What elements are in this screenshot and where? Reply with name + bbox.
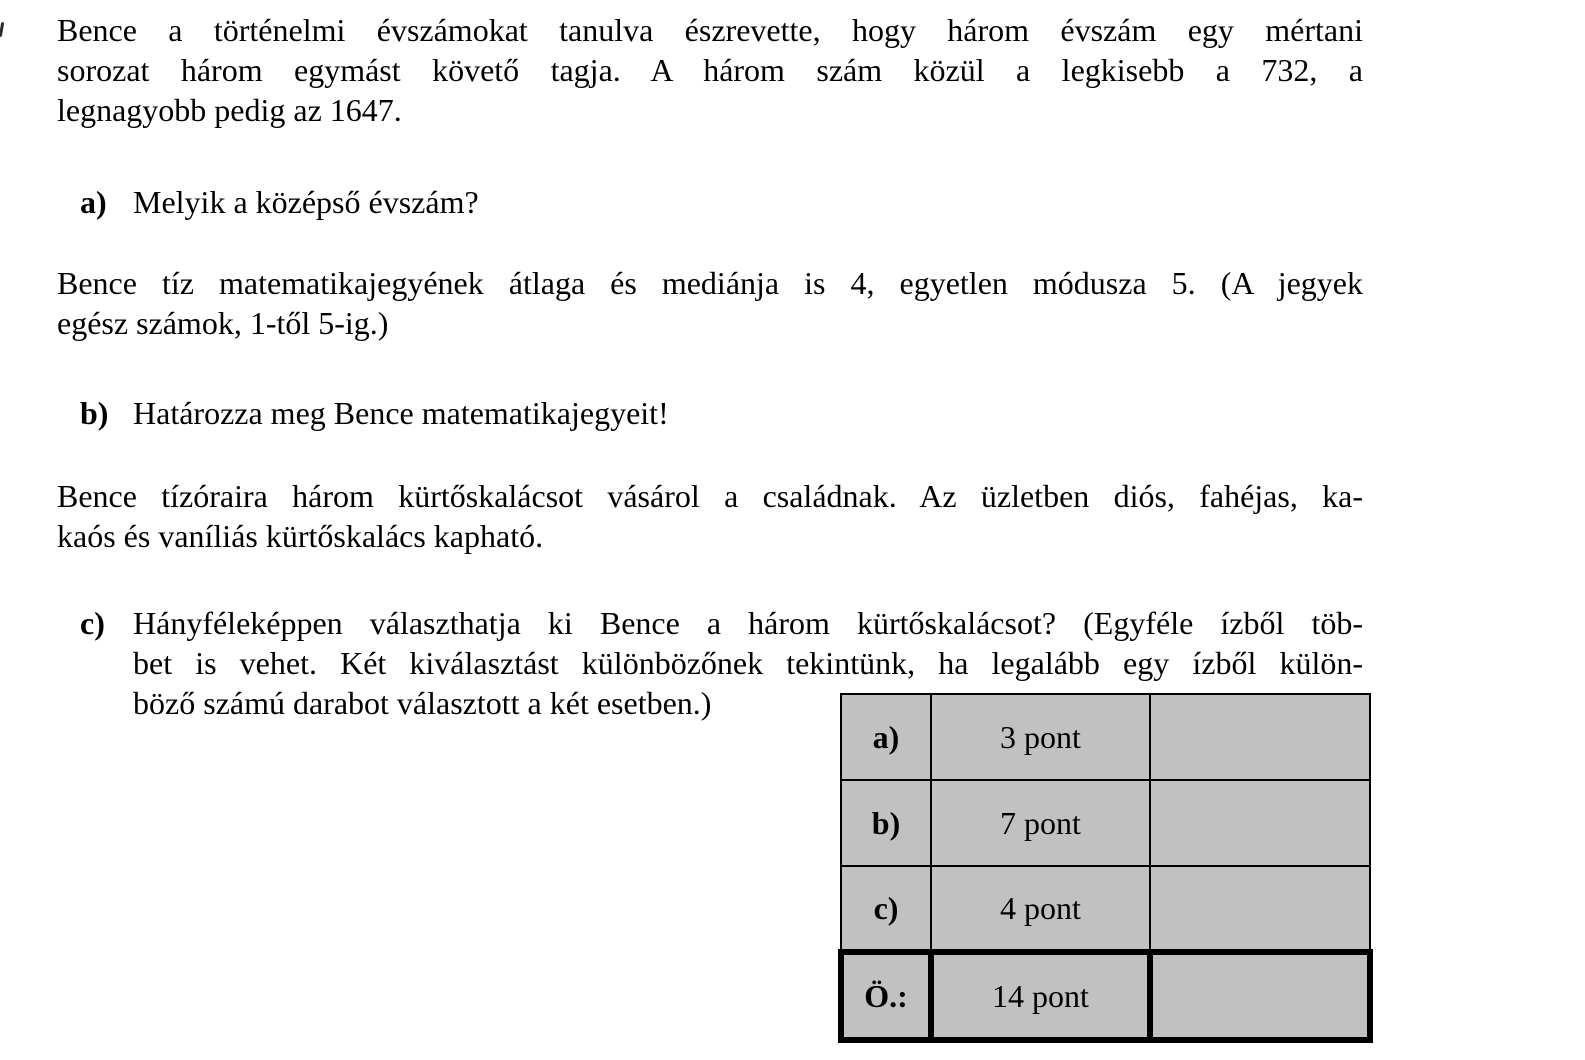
score-row-b xyxy=(841,780,1370,866)
score-total-points: 14 pont xyxy=(931,952,1150,1040)
paragraph-line: Bence tíz matematikajegyének átlaga és mediánja is 4, egyetlen módusza 5. (A jegyek xyxy=(57,265,1363,301)
paragraph-line: legnagyobb pedig az 1647. xyxy=(57,92,402,128)
score-row-awarded xyxy=(1150,694,1370,780)
score-row-points: 7 pont xyxy=(931,780,1150,866)
question-c-line: bet is vehet. Két kiválasztást különbözőnek tekintünk, ha legalább egy ízből külön- xyxy=(133,645,1363,681)
question-b xyxy=(80,393,1363,433)
score-row-label: b) xyxy=(841,780,931,866)
question-a xyxy=(80,182,1363,222)
score-row-awarded xyxy=(1150,780,1370,866)
score-row-label: a) xyxy=(841,694,931,780)
score-row-points: 4 pont xyxy=(931,866,1150,952)
cropped-item-number-fragment xyxy=(0,22,4,37)
score-row-c xyxy=(841,866,1370,952)
paragraph-line: sorozat három egymást követő tagja. A három szám közül a legkisebb a 732, a xyxy=(57,52,1363,88)
score-row-awarded xyxy=(1150,866,1370,952)
question-c-line: böző számú darabot választott a két esetben.) xyxy=(133,685,712,721)
question-c-line: Hányféleképpen választhatja ki Bence a három kürtőskalácsot? (Egyféle ízből töb- xyxy=(133,605,1363,641)
question-c-marker: c) xyxy=(80,605,105,641)
score-row-points: 3 pont xyxy=(931,694,1150,780)
paragraph-line: Bence a történelmi évszámokat tanulva észrevette, hogy három évszám egy mértani xyxy=(57,12,1363,48)
score-total-label: Ö.: xyxy=(841,952,931,1040)
paragraph-line: Bence tízóraira három kürtőskalácsot vásárol a családnak. Az üzletben diós, fahéjas, ka- xyxy=(57,478,1363,514)
score-row-label: c) xyxy=(841,866,931,952)
score-row-total xyxy=(841,952,1370,1040)
score-total-awarded xyxy=(1150,952,1370,1040)
paragraph-line: egész számok, 1-től 5-ig.) xyxy=(57,305,389,341)
score-table xyxy=(838,693,1373,1043)
question-b-text: Határozza meg Bence matematikajegyeit! xyxy=(133,395,669,431)
question-b-marker: b) xyxy=(80,395,109,431)
score-row-a xyxy=(841,694,1370,780)
question-a-marker: a) xyxy=(80,184,107,220)
intro-paragraph-1 xyxy=(57,10,1363,130)
intro-paragraph-2 xyxy=(57,263,1363,343)
question-a-text: Melyik a középső évszám? xyxy=(133,184,479,220)
intro-paragraph-3 xyxy=(57,476,1363,556)
paragraph-line: kaós és vaníliás kürtőskalács kapható. xyxy=(57,518,544,554)
